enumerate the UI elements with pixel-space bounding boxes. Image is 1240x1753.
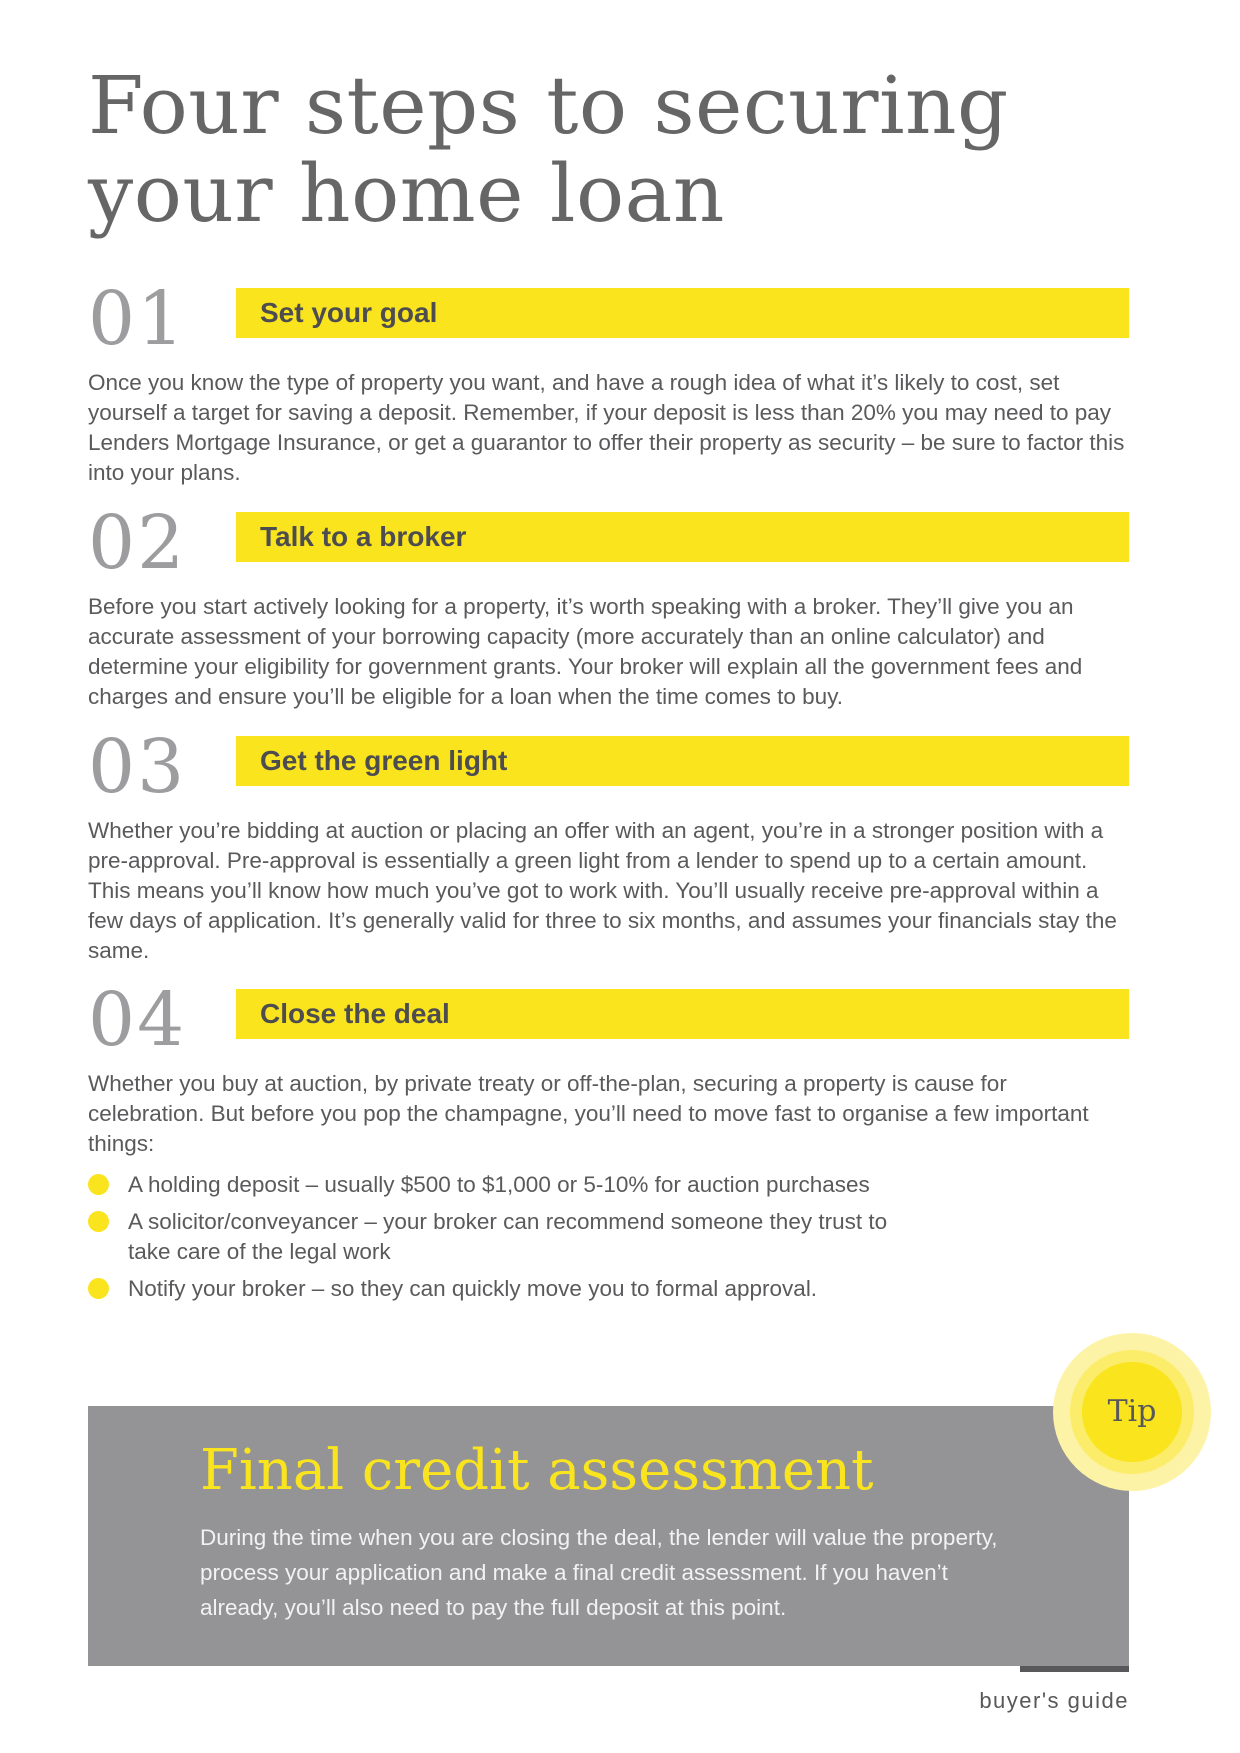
tip-badge-label: Tip	[1107, 1394, 1157, 1429]
step-heading: Talk to a broker	[260, 521, 467, 552]
page-title-line-2: your home loan	[88, 147, 725, 240]
list-item-text: A holding deposit – usually $500 to $1,000 or 5-10% for auction purchases	[128, 1172, 870, 1197]
tip-body: During the time when you are closing the deal, the lender will value the property, process your application and make a final credit assessment. If you haven’t already, you’ll also need to pay the full deposit at this point.	[200, 1525, 998, 1620]
step-heading: Close the deal	[260, 998, 450, 1029]
step-heading-bar	[236, 512, 1129, 562]
step-number: 04	[88, 977, 187, 1063]
bullet-dot-icon	[88, 1211, 109, 1232]
checklist	[88, 1170, 988, 1311]
page-title-line-1: Four steps to securing	[88, 59, 1009, 152]
list-item	[88, 1274, 988, 1304]
footer-rule	[1020, 1666, 1129, 1672]
page-title	[88, 59, 1088, 240]
step-heading-bar	[236, 288, 1129, 338]
step-body: Once you know the type of property you want, and have a rough idea of what it’s likely to cost, set yourself a target for saving a deposit. Remember, if your deposit is less than 20% you may need to pay Lenders Mortgage Insurance, or get a guarantor to offer their property as security – be sure to factor this into your plans.	[88, 370, 1125, 485]
tip-badge	[1053, 1333, 1211, 1491]
step-body: Whether you’re bidding at auction or placing an offer with an agent, you’re in a stronger position with a pre-approval. Pre-approval is essentially a green light from a lender to spend up to a certain amount. This means you’ll know how much you’ve got to work with. You’ll usually receive pre-approval within a few days of application. It’s generally valid for three to six months, and assumes your financials stay the same.	[88, 818, 1117, 963]
step-heading: Set your goal	[260, 297, 438, 328]
step-number: 01	[88, 276, 187, 362]
bullet-dot-icon	[88, 1174, 109, 1195]
footer-label: buyer's guide	[979, 1688, 1129, 1713]
step-body: Whether you buy at auction, by private treaty or off-the-plan, securing a property is cause for celebration. But before you pop the champagne, you’ll need to move fast to organise a few important things:	[88, 1071, 1089, 1156]
step-number: 03	[88, 724, 187, 810]
step-number: 02	[88, 500, 187, 586]
tip-title: Final credit assessment	[200, 1438, 874, 1503]
list-item-text: Notify your broker – so they can quickly move you to formal approval.	[128, 1276, 818, 1301]
bullet-dot-icon	[88, 1278, 109, 1299]
list-item-text: A solicitor/conveyancer – your broker can recommend someone they trust to take care of the legal work	[128, 1209, 888, 1264]
list-item	[88, 1170, 988, 1200]
list-item	[88, 1207, 988, 1267]
step-heading-bar	[236, 736, 1129, 786]
step-heading: Get the green light	[260, 745, 508, 776]
step-heading-bar	[236, 989, 1129, 1039]
tip-panel	[88, 1406, 1129, 1666]
step-body: Before you start actively looking for a property, it’s worth speaking with a broker. They’ll give you an accurate assessment of your borrowing capacity (more accurately than an online calculator) and determine your eligibility for government grants. Your broker will explain all the government fees and charges and ensure you’ll be eligible for a loan when the time comes to buy.	[88, 594, 1083, 709]
